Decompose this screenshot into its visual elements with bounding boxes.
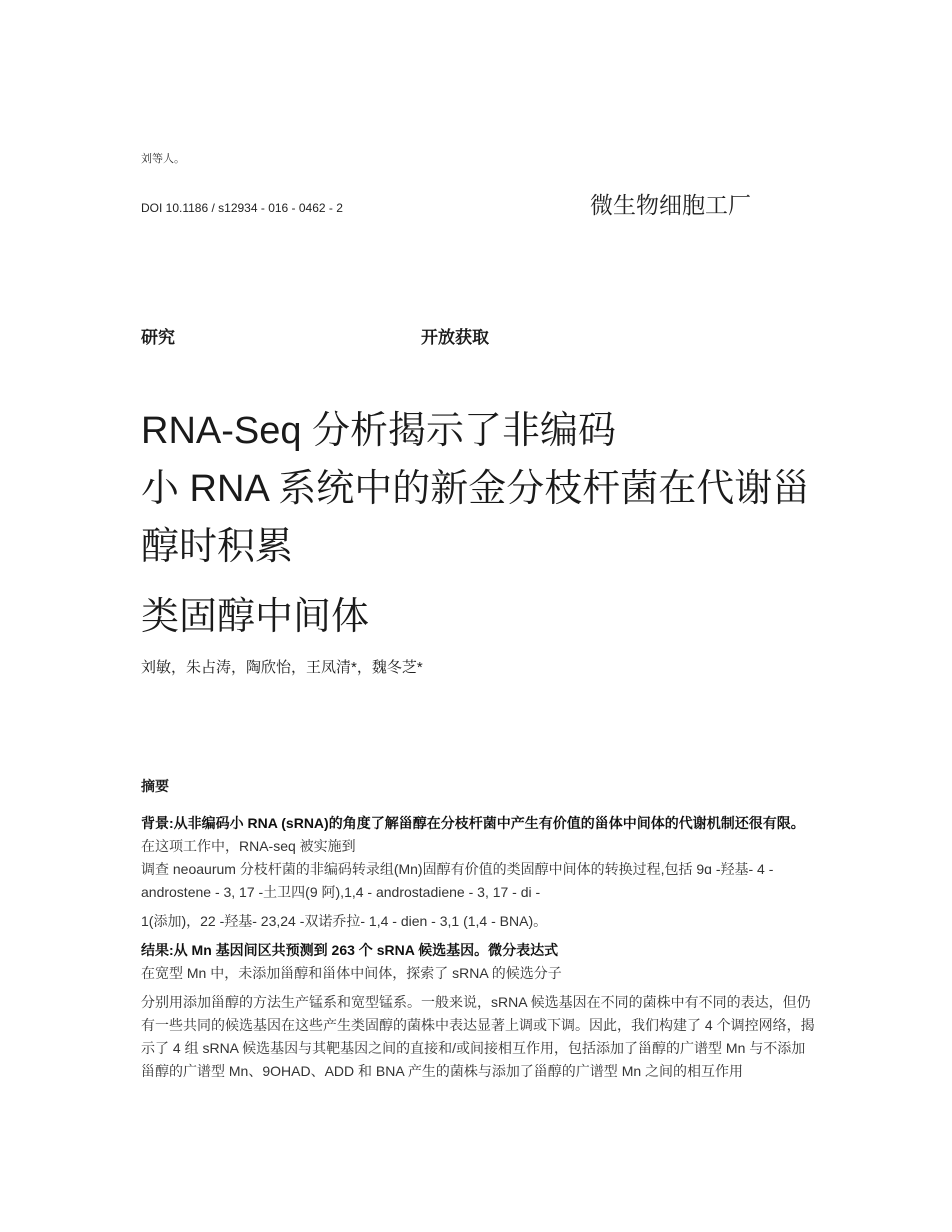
title-line: 醇时积累 bbox=[141, 526, 294, 568]
open-access-label: 开放获取 bbox=[421, 328, 489, 347]
article-type: 研究 bbox=[141, 328, 175, 347]
background-continuation: 1(添加)，22 -羟基- 23,24 -双诺乔拉- 1,4 - dien - 3,1 (1,4 - BNA)。 bbox=[141, 913, 548, 929]
background-text: 在这项工作中，RNA-seq 被实施到 bbox=[141, 838, 356, 854]
paper-title bbox=[141, 402, 831, 646]
background-paragraph bbox=[141, 812, 816, 858]
journal-name: 微生物细胞工厂 bbox=[590, 193, 751, 219]
running-author: 刘等人。 bbox=[141, 153, 185, 165]
results-paragraph bbox=[141, 939, 816, 962]
results-continuation: 分别用添加甾醇的方法生产锰系和宽型锰系。一般来说，sRNA 候选基因在不同的菌株中有不同的表达，但仍有一些共同的候选基因在这些产生类固醇的菌株中表达显著上调或下调。因此，我们构建了 4 个调控网络，揭示了 4 组 sRNA 候选基因与其靶基因之间的直接和/或间接相互作用，包括添加了甾醇的广谱型 Mn 与不添加甾醇的广谱型 Mn、9OHAD、ADD 和 BNA 产生的菌株与添加了甾醇的广谱型 Mn 之间的相互作用 bbox=[141, 994, 815, 1079]
background-bold-text: 从非编码小 RNA (sRNA)的角度了解甾醇在分枝杆菌中产生有价值的甾体中间体的代谢机制还很有限。 bbox=[173, 815, 805, 831]
abstract-body bbox=[141, 812, 816, 1083]
results-continuation: 在宽型 Mn 中，未添加甾醇和甾体中间体，探索了 sRNA 的候选分子 bbox=[141, 965, 562, 981]
background-label: 背景: bbox=[141, 815, 174, 831]
title-line: 类固醇中间体 bbox=[141, 596, 370, 638]
background-continuation: 调查 neoaurum 分枝杆菌的非编码转录组(Mn)固醇有价值的类固醇中间体的转换过程,包括 9ɑ -羟基- 4 - androstene - 3, 17 -土卫四(9 阿),1,4 - androstadiene - 3, 17 - di - bbox=[141, 861, 774, 900]
title-line: 小 RNA 系统中的新金分枝杆菌在代谢甾 bbox=[141, 468, 811, 510]
doi: DOI 10.1186 / s12934 - 016 - 0462 - 2 bbox=[141, 201, 343, 215]
title-line: RNA-Seq 分析揭示了非编码 bbox=[141, 410, 617, 452]
abstract-heading: 摘要 bbox=[141, 778, 169, 794]
author-list: 刘敏，朱占涛，陶欣怡，王凤清*，魏冬芝* bbox=[141, 659, 423, 676]
results-label: 结果: bbox=[141, 942, 174, 958]
results-bold-text: 从 Mn 基因间区共预测到 263 个 sRNA 候选基因。微分表达式 bbox=[173, 942, 559, 958]
